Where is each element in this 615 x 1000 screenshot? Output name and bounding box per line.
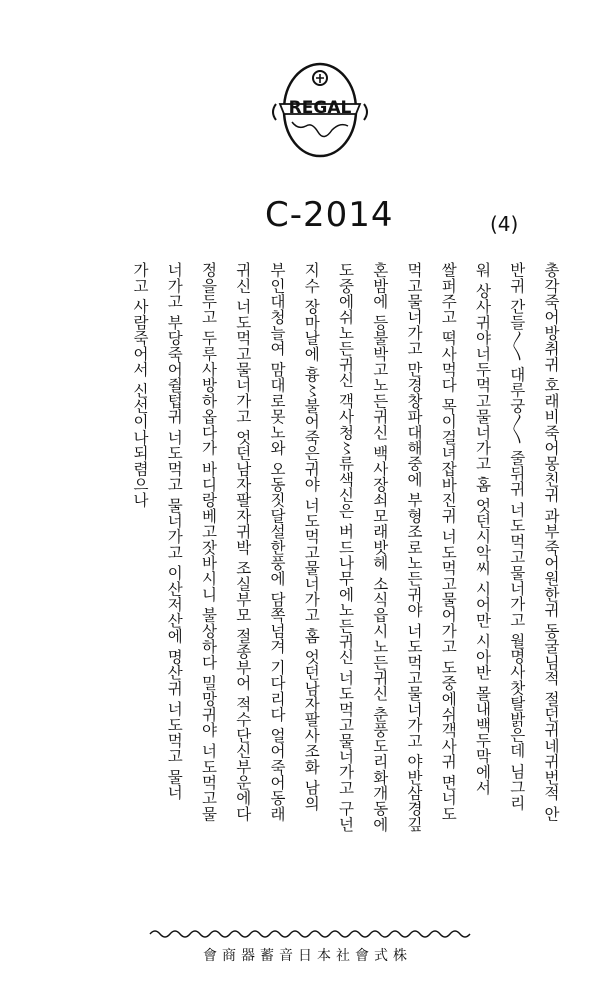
catalog-number: C-2014 [265, 195, 394, 235]
lyric-column: 귀신 너도먹고물너가고 엇던남자팔자귀박 조실부모 절종부어 적수단신부운에다 [233, 262, 252, 822]
publisher-footer: 會商器蓄音日本社會式株 [203, 948, 412, 964]
lyric-column: 가고 사람죽어서 신선이나되렴으나 [131, 262, 149, 508]
lyric-column: 정을두고 두루사방하옵다가 바디랑베고잣바시니 불상하다 밀망귀야 너도먹고물 [199, 262, 218, 822]
lyric-column: 도중에쉬노든귀신 객사청〻류색신은 버드나무에노든귀신 너도먹고물너가고 구넌 [336, 262, 355, 833]
page-number: (4) [490, 212, 519, 236]
lyric-column: 총각죽어방취귀 호래비죽어몽친귀 과부죽어원한귀 동굴님적 절던귀네귀번적 안 [542, 262, 560, 822]
lyric-column: 워 상사귀야너두먹고물너가고 홈 엇던시악씨 시어만 시아반 몰내백두막에서 [473, 262, 492, 796]
lyric-column: 반귀 간들〳〵 대루궁〳〵 줄뒤귀 너도먹고물너가고 월명사찻탈밝은데 님그리 [507, 262, 526, 811]
wavy-divider [150, 928, 470, 940]
regal-logo [262, 56, 378, 164]
logo-text: REGAL [288, 98, 352, 118]
lyric-column: 지수 장마날에 흉〻불어죽은귀야 너도먹고물너가고 홈 엇던남자팔사조화 남의 [302, 262, 321, 811]
lyric-column: 부인대청늘여 맘대로못노와 오동짓달설한풍에 담쪽넘겨 기다리다 얼어죽어동래 [268, 262, 286, 822]
lyric-column: 쌀퍼주고 떡사먹다 목이걸녀잡바진귀 너도먹고물어가고 도중에쉬객사귀 면너도 [439, 262, 458, 822]
regal-emblem-icon [262, 56, 378, 164]
lyric-column: 혼밤에 등불박고노든귀신 백사장쇠모래밧헤 소식읍시노든귀신 춘풍도리화개동에 [370, 262, 389, 833]
lyric-column: 먹고물너가고 만경창파대해중에 부형조로노든귀야 너도먹고물너가고 야반삼경깊 [405, 262, 423, 833]
lyrics-text [128, 262, 558, 922]
lyric-column: 너가고 부당죽어쥘텁귀 너도먹고 물너가고 이산저산에 명산귀 너도먹고 물너 [165, 262, 184, 801]
